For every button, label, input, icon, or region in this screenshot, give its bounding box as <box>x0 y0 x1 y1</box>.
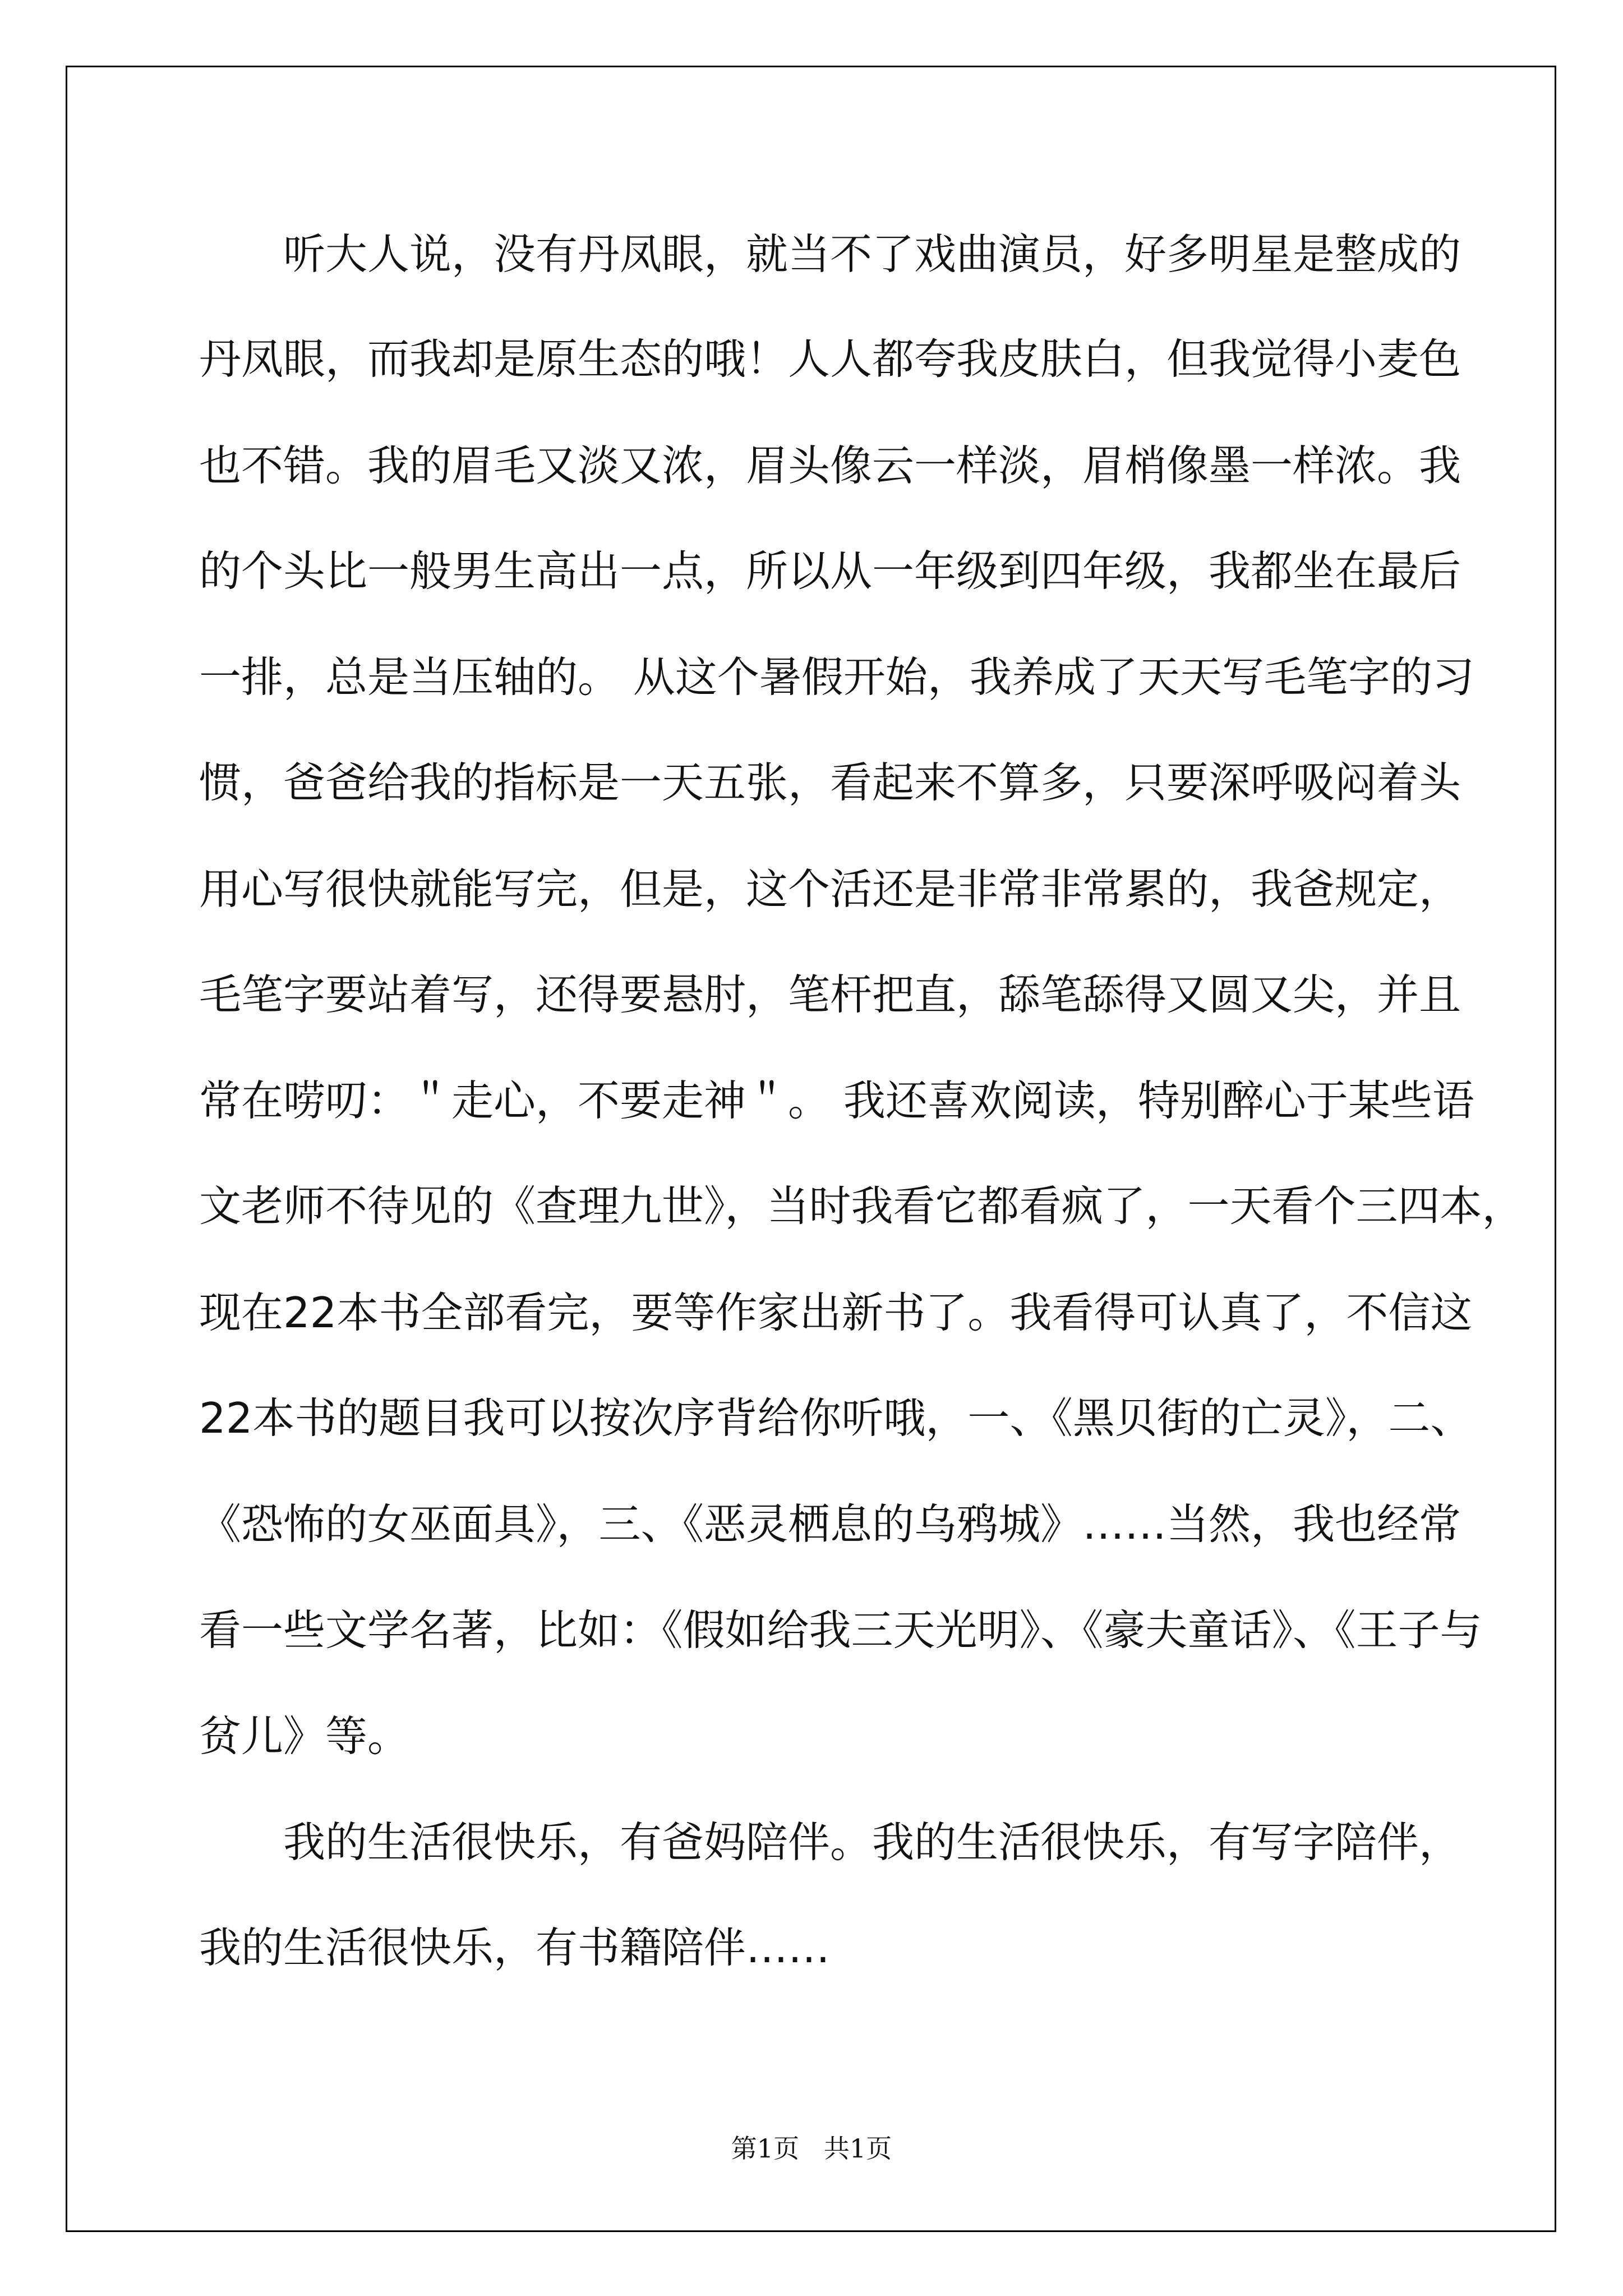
paragraph-1-line-11: 现在22本书全部看完，要等作家出新书了。我看得可认真了，不信这 <box>199 1288 1473 1337</box>
paragraph-1-line-13: 《恐怖的女巫面具》，三、《恶灵栖息的乌鸦城》……当然，我也经常 <box>199 1499 1461 1549</box>
paragraph-2-line-2: 我的生活很快乐，有书籍陪伴…… <box>199 1923 831 1972</box>
paragraph-1-line-8: 毛笔字要站着写，还得要悬肘，笔杆把直，舔笔舔得又圆又尖，并且 <box>199 970 1461 1019</box>
paragraph-1-line-12: 22本书的题目我可以按次序背给你听哦，一、《黑贝街的亡灵》，二、 <box>199 1393 1473 1443</box>
paragraph-1-line-14: 看一些文学名著，比如：《假如给我三天光明》、《豪夫童话》、《王子与 <box>199 1605 1482 1655</box>
paragraph-1-line-5: 一排，总是当压轴的。 从这个暑假开始，我养成了天天写毛笔字的习 <box>199 652 1474 702</box>
paragraph-2-line-1: 我的生活很快乐，有爸妈陪伴。我的生活很快乐，有写字陪伴， <box>283 1818 1461 1867</box>
paragraph-1-line-15: 贫儿》等。 <box>199 1711 410 1761</box>
paragraph-1-line-1: 听大人说，没有丹凤眼，就当不了戏曲演员，好多明星是整成的 <box>283 229 1461 279</box>
paragraph-1-line-7: 用心写很快就能写完，但是，这个活还是非常非常累的，我爸规定， <box>199 864 1461 914</box>
page-border <box>66 66 1556 2232</box>
paragraph-1-line-6: 惯，爸爸给我的指标是一天五张，看起来不算多，只要深呼吸闷着头 <box>199 758 1461 807</box>
paragraph-1-line-9: 常在唠叨：＂走心，不要走神＂。 我还喜欢阅读，特别醉心于某些语 <box>199 1076 1474 1125</box>
paragraph-1-line-4: 的个头比一般男生高出一点，所以从一年级到四年级，我都坐在最后 <box>199 546 1461 596</box>
page-footer: 第1页 共1页 <box>731 2133 892 2164</box>
paragraph-1-line-2: 丹凤眼，而我却是原生态的哦！人人都夸我皮肤白，但我觉得小麦色 <box>199 334 1461 384</box>
paragraph-1-line-3: 也不错。我的眉毛又淡又浓，眉头像云一样淡，眉梢像墨一样浓。我 <box>199 441 1461 490</box>
paragraph-1-line-10: 文老师不待见的《查理九世》，当时我看它都看疯了，一天看个三四本， <box>199 1181 1524 1231</box>
